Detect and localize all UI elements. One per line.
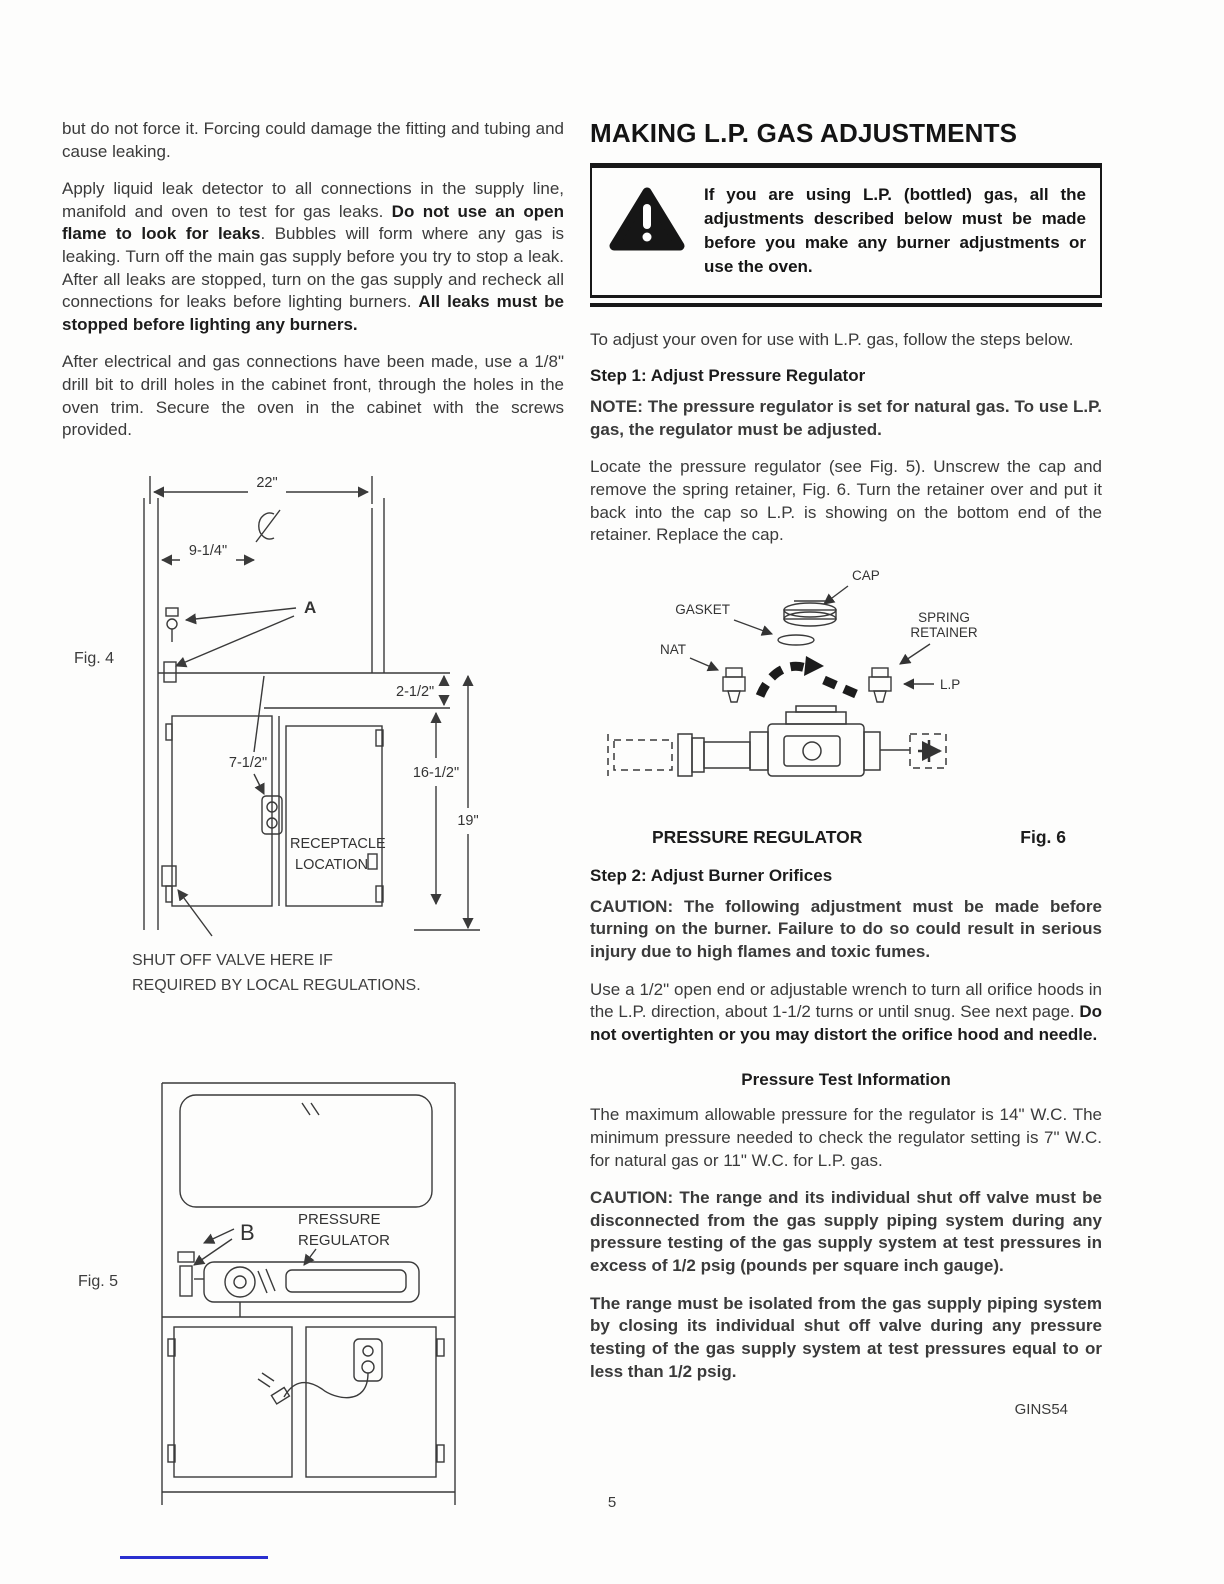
leak-test-paragraph: [62, 178, 564, 336]
fig4-receptacle-label-1: RECEPTACLE: [290, 835, 386, 852]
fig4-dim-7-12: 7-1/2": [228, 754, 268, 771]
intro-paragraph: To adjust your oven for use with L.P. gas, follow the steps below.: [590, 329, 1074, 349]
fig4-point-a: A: [304, 597, 317, 617]
fig6-spring-label-1: SPRING: [918, 609, 970, 625]
fig6-cap-label: CAP: [852, 567, 880, 583]
fig4-receptacle-label-2: LOCATION: [295, 856, 369, 873]
fig4-dim-19: 19": [457, 812, 479, 829]
fig4-caption: [132, 949, 564, 999]
fig6-lp-label: L.P: [940, 676, 961, 692]
caution-paragraph-2: CAUTION: The range and its individual shut off valve must be disconnected from the gas supply piping system during any pressure testing of the gas supply system at test pressures in excess of 1/2 psig (pounds per square inch gauge).: [590, 1188, 1102, 1276]
fig6-part-labels: [660, 568, 978, 692]
bold-text-segment: Do not use an open flame to look for leaks: [62, 201, 564, 244]
force-warning-paragraph: but do not force it. Forcing could damage the fitting and tubing and cause leaking.: [62, 119, 564, 161]
lp-fitting-icon: [872, 668, 888, 677]
fig4-dimension-labels: [189, 475, 479, 873]
figure-4: [74, 468, 564, 943]
fig6-spring-label-2: RETAINER: [910, 624, 978, 640]
flow-direction-icon: [918, 740, 940, 762]
caution-paragraph-1: CAUTION: The following adjustment must be made before turning on the burner. Failure to do so could result in serious injury due to high flames and toxic fumes.: [590, 896, 1102, 961]
text-segment: Apply liquid leak detector to all connections in the supply line, manifold and oven to test for gas leaks.: [62, 179, 564, 221]
fig5-labels: [240, 1211, 390, 1249]
step2-paragraph: [590, 979, 1102, 1047]
cabinet-mounting-paragraph: After electrical and gas connections have been made, use a 1/8" drill bit to drill holes in the cabinet front, through the holes in the oven trim. Secure the oven in the cabinet with the screws provided.: [62, 352, 564, 440]
fig4-cabinet-diagram: [114, 468, 494, 938]
left-column: [62, 118, 564, 1512]
warning-text: If you are using L.P. (bottled) gas, all the adjustments described below must be made before you make any burner adjustments or use the oven.: [704, 185, 1086, 277]
figure-6: [600, 562, 1102, 819]
right-column: [590, 118, 1102, 1418]
centerline-icon: [256, 510, 280, 542]
fig6-caption: PRESSURE REGULATOR: [652, 826, 863, 847]
fig4-caption-line-2: REQUIRED BY LOCAL REGULATIONS.: [132, 976, 421, 994]
fig4-dim-2-12: 2-1/2": [396, 683, 435, 700]
fig5-regulator-location-diagram: [154, 1077, 464, 1507]
page-number: 5: [607, 1494, 617, 1511]
fig6-gasket-label: GASKET: [675, 601, 730, 617]
fig4-dim-9-14: 9-1/4": [188, 542, 228, 559]
lp-gas-warning-box: [590, 163, 1102, 298]
step1-paragraph: Locate the pressure regulator (see Fig. 5). Unscrew the cap and remove the spring retainer, Fig. 6. Turn the retainer over and put it back into the cap so L.P. is showing on the bottom end of the retainer. Replace the cap.: [590, 457, 1102, 545]
fig6-caption-row: [590, 819, 1102, 848]
flip-arrow-head: [804, 656, 824, 676]
figure-4-label: Fig. 4: [74, 649, 115, 667]
fig4-dim-22: 22": [256, 474, 278, 491]
figure-6-label: Fig. 6: [1020, 826, 1066, 847]
fig5-point-b: B: [240, 1219, 255, 1245]
power-cord-icon: [284, 1373, 368, 1398]
warning-triangle-icon: [608, 185, 686, 258]
step2-heading: Step 2: Adjust Burner Orifices: [590, 865, 833, 885]
figure-5-label: Fig. 5: [78, 1272, 119, 1290]
plug-icon: [271, 1387, 289, 1403]
nat-fitting-icon: [726, 668, 742, 677]
fig5-regulator-label-2: REGULATOR: [298, 1231, 390, 1249]
isolation-paragraph: The range must be isolated from the gas supply piping system by closing its individual shut off valve during any pressure testing of the gas supply system at test pressures equal to or less than 1/2 psig.: [590, 1293, 1102, 1381]
regulator-body-icon: [608, 706, 946, 776]
document-code: GINS54: [1014, 1401, 1068, 1419]
pressure-test-heading: Pressure Test Information: [741, 1070, 951, 1090]
fig6-nat-label: NAT: [660, 641, 686, 657]
bold-text-segment: Do not overtighten or you may distort the orifice hood and needle.: [590, 1002, 1102, 1044]
page-title: MAKING L.P. GAS ADJUSTMENTS: [590, 118, 1018, 148]
warning-bottom-rule: [590, 303, 1102, 307]
text-segment: . Bubbles will form where any gas is leaking. Turn off the main gas supply before you try to stop a leak. After all leaks are stopped, turn on the gas supply and recheck all connections for leaks before lighting burners.: [62, 224, 564, 312]
step1-heading: Step 1: Adjust Pressure Regulator: [590, 366, 866, 386]
fig5-linework: [162, 1083, 455, 1505]
figure-5: [78, 1077, 564, 1512]
text-segment: Use a 1/2" open end or adjustable wrench to turn all orifice hoods in the L.P. direction, about 1-1/2 turns or until snug. See next page.: [590, 979, 1102, 1022]
fig5-regulator-label-1: PRESSURE: [298, 1210, 381, 1228]
fig4-caption-line-1: SHUT OFF VALVE HERE IF: [132, 951, 333, 969]
pressure-test-paragraph: The maximum allowable pressure for the regulator is 14" W.C. The minimum pressure needed to check the regulator setting is 7" W.C. for natural gas or 11" W.C. for L.P. gas.: [590, 1105, 1102, 1170]
fig6-pressure-regulator-diagram: [600, 562, 980, 814]
scan-artifact-line: [120, 1556, 268, 1559]
fig4-dim-16-12: 16-1/2": [412, 764, 460, 781]
bold-text-segment: All leaks must be stopped before lighting any burners.: [62, 292, 565, 334]
step1-note: NOTE: The pressure regulator is set for natural gas. To use L.P. gas, the regulator must be adjusted.: [590, 397, 1102, 439]
gasket-icon: [778, 635, 814, 645]
shutoff-valve-icon: [162, 866, 176, 886]
